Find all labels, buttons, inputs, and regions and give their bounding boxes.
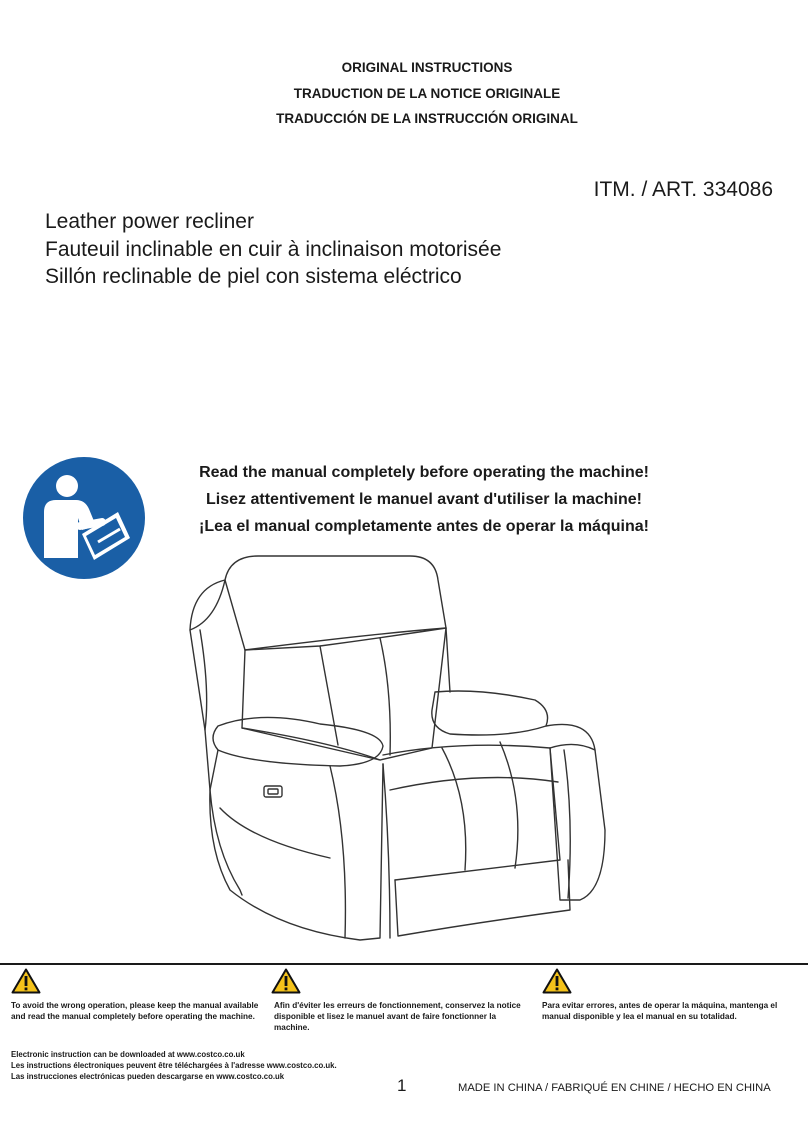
made-in-label: MADE IN CHINA / FABRIQUÉ EN CHINE / HECHO EN CHINA [458,1082,771,1094]
product-title-en: Leather power recliner [45,210,254,233]
header-line-fr: TRADUCTION DE LA NOTICE ORIGINALE [293,85,561,101]
caution-block-en [11,968,261,1022]
warning-es: ¡Lea el manual completamente antes de operar la máquina! [199,518,649,535]
caution-block-es [542,968,792,1022]
caution-block-fr [274,968,524,1033]
download-info [11,1049,337,1082]
warning-triangle-icon [11,968,41,994]
item-number: ITM. / ART. 334086 [593,178,773,201]
header-line-en: ORIGINAL INSTRUCTIONS [341,60,513,75]
caution-text-es: Para evitar errores, antes de operar la máquina, mantenga el manual disponible y lea el manual en su totalidad. [542,1001,778,1021]
warning-triangle-icon [542,968,572,994]
header-line-es: TRADUCCIÓN DE LA INSTRUCCIÓN ORIGINAL [276,111,578,126]
download-info-fr: Les instructions électroniques peuvent être téléchargées à l'adresse www.costco.co.uk. [11,1061,337,1070]
download-info-es: Las instrucciones electrónicas pueden descargarse en www.costco.co.uk [11,1072,285,1081]
read-manual-icon [22,456,146,580]
download-info-en: Electronic instruction can be downloaded at www.costco.co.uk [11,1050,245,1059]
caution-text-fr: Afin d'éviter les erreurs de fonctionnement, conservez la notice disponible et lisez le manuel avant de faire fonctionner la machine. [274,1001,521,1032]
section-divider [0,963,808,965]
product-titles [45,208,501,291]
product-title-es: Sillón reclinable de piel con sistema eléctrico [45,265,462,288]
product-title-fr: Fauteuil inclinable en cuir à inclinaison motorisée [45,237,502,261]
recliner-chair-illustration [180,550,610,950]
warning-en: Read the manual completely before operating the machine! [199,464,649,481]
caution-text-en: To avoid the wrong operation, please keep the manual available and read the manual completely before operating the machine. [11,1001,259,1021]
page-number: 1 [397,1076,407,1095]
warning-triangle-icon [271,968,301,994]
document-header [0,55,808,132]
warning-fr: Lisez attentivement le manuel avant d'utiliser la machine! [206,491,642,508]
read-manual-warning [170,459,678,540]
